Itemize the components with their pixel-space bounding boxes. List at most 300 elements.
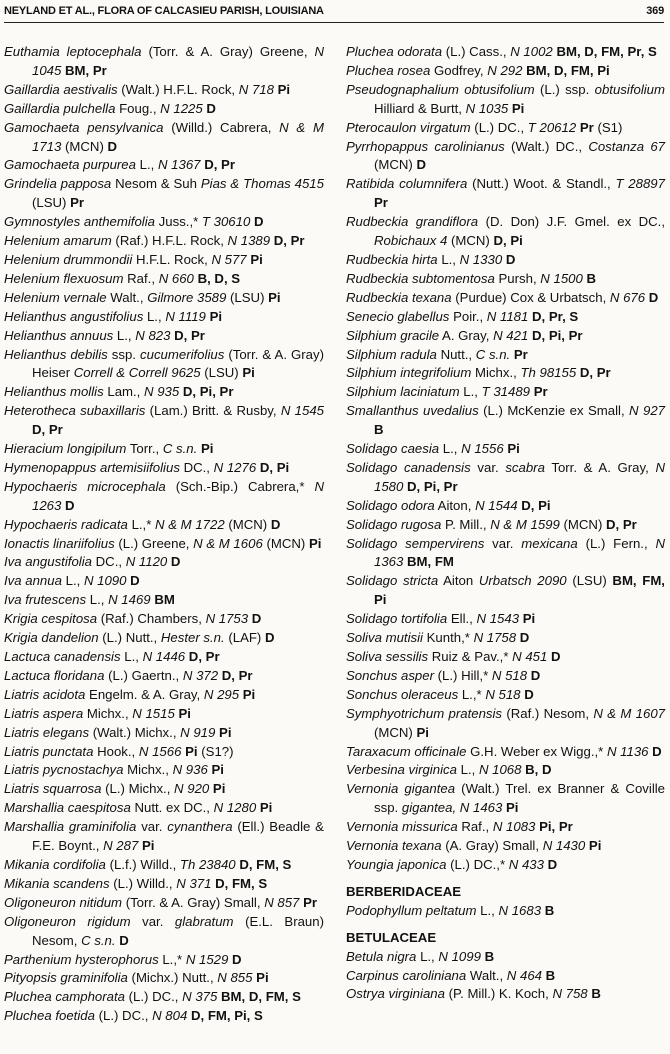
author-citation: var. bbox=[477, 459, 499, 475]
species-entry bbox=[346, 497, 665, 516]
habitat-codes: Pr bbox=[513, 346, 528, 362]
species-entry bbox=[346, 62, 665, 81]
voucher: N 421 bbox=[493, 327, 529, 343]
species-name: Silphium radula bbox=[346, 346, 437, 362]
right-column bbox=[346, 43, 665, 1004]
author-citation: L., bbox=[460, 762, 476, 778]
species-entry bbox=[4, 856, 324, 875]
species-entry bbox=[346, 364, 665, 383]
author-citation: (Sch.-Bip.) Cabrera,* bbox=[175, 478, 305, 494]
running-title: NEYLAND ET AL., FLORA OF CALCASIEU PARISH, LOUISIANA bbox=[4, 5, 324, 17]
habitat-codes: D, Pr bbox=[579, 365, 611, 381]
author-citation: (Purdue) Cox & Urbatsch, bbox=[455, 289, 607, 305]
habitat-codes: B bbox=[374, 422, 384, 438]
voucher: N 1463 bbox=[459, 800, 503, 816]
voucher: N 1136 bbox=[606, 743, 649, 759]
author-citation: (Walt.) H.F.L. Rock, bbox=[121, 81, 236, 97]
herbarium-code: (MCN) bbox=[563, 516, 603, 532]
species-entry bbox=[346, 686, 665, 705]
species-entry bbox=[4, 175, 324, 213]
species-name: Iva frutescens bbox=[4, 592, 87, 608]
habitat-codes: BM, D, FM, Pr, S bbox=[556, 44, 657, 59]
author-citation: (L.) Nutt., bbox=[102, 630, 158, 646]
species-name: Rudbeckia subtomentosa bbox=[346, 270, 495, 286]
author-citation: (Walt.) DC., bbox=[511, 138, 583, 154]
species-entry bbox=[346, 985, 665, 1004]
habitat-codes: D bbox=[530, 667, 541, 683]
voucher: N 1469 bbox=[108, 592, 151, 608]
species-name: Iva annua bbox=[4, 573, 62, 589]
species-name: Soliva mutisii bbox=[346, 630, 423, 646]
species-name: Hieracium longipilum bbox=[4, 441, 127, 457]
voucher: N 1758 bbox=[473, 630, 517, 646]
habitat-codes: Pi bbox=[511, 100, 525, 116]
species-entry bbox=[4, 724, 324, 743]
habitat-codes: Pi bbox=[141, 838, 155, 854]
habitat-codes: Pi bbox=[506, 800, 519, 816]
voucher: N 518 bbox=[491, 667, 528, 683]
author-citation: var. bbox=[141, 819, 163, 835]
species-entry bbox=[346, 948, 665, 967]
herbarium-code: (MCN) bbox=[65, 138, 104, 154]
voucher: N 936 bbox=[172, 762, 208, 778]
author-citation: L., bbox=[420, 948, 435, 964]
species-entry bbox=[4, 951, 324, 970]
voucher: N 287 bbox=[103, 838, 139, 854]
author-citation: Walt., bbox=[469, 967, 504, 983]
species-name: Marshallia graminifolia bbox=[4, 819, 137, 835]
author-citation: L., bbox=[89, 592, 105, 608]
species-name: Liatris squarrosa bbox=[4, 781, 102, 797]
species-entry bbox=[346, 629, 665, 648]
species-entry bbox=[4, 780, 324, 799]
habitat-codes: D, Pi bbox=[259, 459, 290, 475]
species-entry bbox=[4, 383, 324, 402]
habitat-codes: B bbox=[591, 986, 601, 1002]
herbarium-code: (MCN) bbox=[374, 724, 413, 740]
species-entry bbox=[4, 156, 324, 175]
voucher: N 1446 bbox=[142, 649, 186, 664]
author-citation: (Raf.) H.F.L. Rock, bbox=[115, 233, 224, 249]
species-name: Ionactis linariifolius bbox=[4, 535, 115, 551]
species-entry bbox=[346, 780, 665, 818]
author-citation: Michx., bbox=[86, 705, 129, 721]
species-name: Youngia japonica bbox=[346, 856, 447, 872]
habitat-codes: D bbox=[254, 214, 264, 230]
habitat-codes: Pi bbox=[209, 308, 223, 324]
species-name: Silphium laciniatum bbox=[346, 384, 460, 400]
species-name: Lactuca canadensis bbox=[4, 649, 121, 664]
voucher: N 372 bbox=[182, 667, 219, 683]
voucher: T 30610 bbox=[201, 214, 251, 230]
species-name: Mikania cordifolia bbox=[4, 856, 106, 872]
author-citation: Michx., bbox=[475, 365, 517, 381]
habitat-codes: D bbox=[519, 630, 530, 646]
habitat-codes: D bbox=[170, 554, 181, 570]
species-name: Carpinus caroliniana bbox=[346, 967, 467, 983]
voucher: N 1330 bbox=[459, 251, 503, 267]
infraspecific-name: gigantea, bbox=[401, 800, 457, 816]
author-citation: Lam., bbox=[107, 384, 141, 400]
voucher: N & M 1713 bbox=[32, 119, 324, 154]
species-entry bbox=[4, 327, 324, 346]
author-citation: Godfrey, bbox=[433, 62, 484, 78]
voucher: N 1543 bbox=[476, 611, 520, 627]
species-name: Helianthus mollis bbox=[4, 384, 104, 400]
species-entry bbox=[346, 818, 665, 837]
habitat-codes: D bbox=[551, 649, 561, 664]
species-entry bbox=[346, 289, 665, 308]
voucher: N 1280 bbox=[213, 800, 257, 816]
species-name: Mikania scandens bbox=[4, 875, 110, 891]
habitat-codes: D, Pr bbox=[221, 667, 253, 683]
author-citation: (L.) Willd., bbox=[113, 875, 173, 891]
species-entry bbox=[4, 402, 324, 440]
species-name: Soliva sessilis bbox=[346, 649, 429, 664]
voucher: Hester s.n. bbox=[160, 630, 225, 646]
habitat-codes: D, Pr bbox=[188, 649, 220, 664]
habitat-codes: Pi bbox=[277, 81, 291, 97]
species-name: Solidago stricta bbox=[346, 573, 439, 589]
habitat-codes: D, Pr bbox=[606, 516, 637, 532]
voucher: N 1035 bbox=[465, 100, 509, 116]
species-name: Symphyotrichum pratensis bbox=[346, 705, 503, 721]
species-name: Solidago sempervirens bbox=[346, 535, 485, 551]
left-column bbox=[4, 43, 324, 1026]
voucher: N 857 bbox=[264, 894, 300, 910]
species-name: Oligoneuron rigidum bbox=[4, 913, 131, 929]
author-citation: (Michx.) Nutt., bbox=[131, 970, 214, 986]
species-name: Gamochaeta pensylvanica bbox=[4, 119, 164, 135]
habitat-codes: D, Pr bbox=[174, 327, 205, 343]
species-entry bbox=[4, 1007, 324, 1026]
author-citation: (L.) DC.,* bbox=[450, 856, 506, 872]
author-citation: Poir., bbox=[453, 308, 484, 324]
author-citation: L., bbox=[441, 251, 456, 267]
voucher: N 1556 bbox=[461, 441, 504, 457]
species-entry bbox=[4, 988, 324, 1007]
species-name: Helianthus annuus bbox=[4, 327, 114, 343]
species-entry bbox=[346, 251, 665, 270]
voucher: N 676 bbox=[609, 289, 646, 305]
voucher: N 1363 bbox=[374, 535, 665, 570]
habitat-codes: D, Pi bbox=[493, 233, 523, 249]
species-name: Betula nigra bbox=[346, 948, 417, 964]
species-entry bbox=[346, 81, 665, 119]
voucher: Urbatsch 2090 bbox=[478, 573, 567, 589]
voucher: N 919 bbox=[180, 724, 216, 740]
species-entry bbox=[346, 902, 665, 921]
habitat-codes: D, FM, S bbox=[215, 875, 268, 891]
species-name: Gamochaeta purpurea bbox=[4, 157, 136, 173]
species-entry bbox=[4, 875, 324, 894]
author-citation: Ell., bbox=[450, 611, 473, 627]
author-citation: L., bbox=[480, 902, 495, 918]
herbarium-code: (MCN) bbox=[266, 535, 306, 551]
voucher: N 1276 bbox=[213, 459, 257, 475]
author-citation: Raf., bbox=[461, 819, 490, 835]
voucher: N & M 1607 bbox=[593, 705, 665, 721]
author-citation: Ruiz & Pav.,* bbox=[431, 649, 509, 664]
voucher: N & M 1599 bbox=[490, 516, 560, 532]
species-name: Krigia cespitosa bbox=[4, 611, 98, 627]
habitat-codes: D, FM, Pi, S bbox=[190, 1008, 263, 1024]
author-citation: Nutt., bbox=[440, 346, 473, 362]
author-citation: G.H. Weber ex Wigg.,* bbox=[470, 743, 604, 759]
voucher: N 1119 bbox=[165, 308, 206, 324]
habitat-codes: D, Pi, Pr bbox=[531, 327, 583, 343]
species-name: Vernonia gigantea bbox=[346, 781, 456, 797]
voucher: N 375 bbox=[182, 989, 218, 1005]
voucher: N 1515 bbox=[132, 705, 175, 721]
species-entry bbox=[346, 327, 665, 346]
species-name: Pluchea foetida bbox=[4, 1008, 95, 1024]
infraspecific-author: (Torr. & A. Gray) Heiser bbox=[32, 346, 324, 381]
species-entry bbox=[4, 610, 324, 629]
species-name: Helianthus angustifolius bbox=[4, 308, 144, 324]
species-name: Solidago odora bbox=[346, 497, 435, 513]
habitat-codes: D, Pr bbox=[32, 422, 63, 438]
habitat-codes: BM, D, FM, S bbox=[221, 989, 301, 1005]
author-citation: A. Gray, bbox=[442, 327, 490, 343]
habitat-codes: Pi bbox=[522, 611, 536, 627]
species-entry bbox=[4, 232, 324, 251]
habitat-codes: D bbox=[264, 630, 275, 646]
voucher: N 518 bbox=[485, 686, 521, 702]
voucher: N 1566 bbox=[138, 743, 182, 759]
page-number: 369 bbox=[646, 5, 664, 17]
author-citation: Raf., bbox=[127, 270, 156, 286]
species-name: Pterocaulon virgatum bbox=[346, 119, 471, 135]
species-entry bbox=[346, 213, 665, 251]
habitat-codes: B bbox=[544, 902, 555, 918]
author-citation: (L.) Hill,* bbox=[437, 667, 489, 683]
species-name: Smallanthus uvedalius bbox=[346, 403, 479, 419]
herbarium-code: (LSU) bbox=[32, 195, 67, 211]
species-entry bbox=[4, 346, 324, 384]
species-entry bbox=[346, 743, 665, 762]
species-name: Silphium gracile bbox=[346, 327, 440, 343]
habitat-codes: Pr bbox=[70, 195, 85, 211]
voucher: N 935 bbox=[144, 384, 180, 400]
species-name: Gymnostyles anthemifolia bbox=[4, 214, 155, 230]
habitat-codes: Pi bbox=[268, 289, 281, 305]
species-entry bbox=[346, 440, 665, 459]
species-entry bbox=[4, 81, 324, 100]
species-entry bbox=[4, 894, 324, 913]
species-entry bbox=[346, 308, 665, 327]
habitat-codes: D bbox=[65, 497, 75, 513]
habitat-codes: D bbox=[107, 138, 118, 154]
voucher: N & M 1722 bbox=[155, 516, 225, 532]
species-name: Iva angustifolia bbox=[4, 554, 92, 570]
herbarium-code: (MCN) bbox=[450, 233, 490, 249]
habitat-codes: Pi bbox=[259, 800, 273, 816]
species-name: Rudbeckia texana bbox=[346, 289, 452, 305]
author-citation: DC., bbox=[183, 459, 210, 475]
species-name: Parthenium hysterophorus bbox=[4, 951, 159, 967]
habitat-codes: Pi bbox=[200, 441, 214, 457]
voucher: N 1529 bbox=[185, 951, 229, 967]
species-name: Rudbeckia grandiflora bbox=[346, 214, 479, 230]
habitat-codes: D, Pi, Pr bbox=[407, 478, 458, 494]
habitat-codes: BM, FM bbox=[407, 554, 454, 570]
species-entry bbox=[4, 572, 324, 591]
author-citation: (A. Gray) Small, bbox=[445, 838, 540, 854]
habitat-codes: Pr bbox=[374, 195, 388, 211]
voucher: N 804 bbox=[152, 1008, 188, 1024]
family-heading: BETULACEAE bbox=[346, 929, 437, 945]
species-name: Sonchus asper bbox=[346, 667, 434, 683]
voucher: N 1389 bbox=[227, 233, 271, 249]
voucher: N 1120 bbox=[125, 554, 168, 570]
author-citation: (L.) DC., bbox=[474, 119, 525, 135]
infraspecific-author: Hilliard & Burtt, bbox=[374, 100, 462, 116]
infraspecific-name: cucumerifolius bbox=[140, 346, 225, 362]
species-name: Pseudognaphalium obtusifolium bbox=[346, 81, 535, 97]
author-citation: L.,* bbox=[461, 686, 482, 702]
voucher: N 1753 bbox=[205, 611, 249, 627]
herbarium-code: (LSU) bbox=[204, 365, 239, 381]
species-entry bbox=[4, 761, 324, 780]
author-citation: Michx., bbox=[127, 762, 169, 778]
voucher: N 433 bbox=[508, 856, 544, 872]
voucher: N 1068 bbox=[478, 762, 522, 778]
species-name: Solidago canadensis bbox=[346, 459, 471, 475]
author-citation: (Torr. & A. Gray) Small, bbox=[125, 894, 261, 910]
habitat-codes: Pi bbox=[256, 970, 269, 986]
habitat-codes: B bbox=[586, 270, 597, 286]
species-entry bbox=[346, 119, 665, 138]
author-citation: (Raf.) Chambers, bbox=[100, 611, 202, 627]
species-entry bbox=[346, 459, 665, 497]
habitat-codes: Pr bbox=[303, 894, 318, 910]
infraspecific-author: (L.) Fern., bbox=[585, 535, 648, 551]
author-citation: Kunth,* bbox=[426, 630, 470, 646]
species-entry bbox=[346, 535, 665, 573]
author-citation: L., bbox=[146, 308, 162, 324]
author-citation: L., bbox=[139, 157, 155, 173]
author-citation: Nutt. ex DC., bbox=[134, 800, 210, 816]
author-citation: Juss.,* bbox=[158, 214, 199, 230]
habitat-codes: Pi bbox=[242, 365, 255, 381]
voucher: Correll & Correll 9625 bbox=[73, 365, 201, 381]
author-citation: (L.) Greene, bbox=[118, 535, 190, 551]
habitat-codes: D, Pr, S bbox=[532, 308, 579, 324]
species-entry bbox=[346, 610, 665, 629]
species-entry bbox=[346, 346, 665, 365]
author-citation: ssp. bbox=[111, 346, 136, 362]
voucher: C s.n. bbox=[475, 346, 511, 362]
author-citation: (D. Don) J.F. Gmel. ex DC., bbox=[485, 214, 665, 230]
voucher: N & M 1606 bbox=[193, 535, 263, 551]
habitat-codes: D bbox=[206, 100, 216, 116]
voucher: Costanza 67 bbox=[588, 138, 665, 154]
habitat-codes: Pi bbox=[416, 724, 429, 740]
author-citation: Aiton, bbox=[437, 497, 472, 513]
author-citation: L., bbox=[65, 573, 81, 589]
voucher: N 1545 bbox=[280, 403, 324, 419]
author-citation: (Torr. & A. Gray) Greene, bbox=[148, 44, 308, 59]
voucher: N 920 bbox=[174, 781, 210, 797]
species-entry bbox=[4, 440, 324, 459]
author-citation: (L.f.) Willd., bbox=[109, 856, 177, 872]
species-entry bbox=[346, 572, 665, 610]
habitat-codes: D bbox=[119, 932, 129, 948]
habitat-codes: B, D, S bbox=[197, 270, 241, 286]
voucher: Th 98155 bbox=[520, 365, 577, 381]
species-name: Rudbeckia hirta bbox=[346, 251, 438, 267]
species-name: Helianthus debilis bbox=[4, 346, 108, 362]
voucher: N 451 bbox=[512, 649, 548, 664]
species-entry bbox=[346, 383, 665, 402]
herbarium-code: (LSU) bbox=[230, 289, 265, 305]
species-name: Helenium drummondii bbox=[4, 251, 133, 267]
species-name: Senecio glabellus bbox=[346, 308, 450, 324]
voucher: N 295 bbox=[203, 686, 240, 702]
author-citation: Torr., bbox=[129, 441, 160, 457]
author-citation: L., bbox=[124, 649, 139, 664]
habitat-codes: D, Pi, Pr bbox=[182, 384, 234, 400]
author-citation: (P. Mill.) K. Koch, bbox=[448, 986, 549, 1002]
voucher: N 1045 bbox=[32, 44, 324, 78]
author-citation: (L.) McKenzie ex Small, bbox=[483, 403, 625, 419]
species-entry bbox=[4, 459, 324, 478]
species-name: Solidago caesia bbox=[346, 441, 440, 457]
habitat-codes: D bbox=[505, 251, 516, 267]
author-citation: (L.) ssp. bbox=[539, 81, 590, 97]
species-name: Liatris pycnostachya bbox=[4, 762, 124, 778]
species-entry bbox=[4, 535, 324, 554]
habitat-codes: D, FM, S bbox=[239, 856, 292, 872]
species-entry bbox=[4, 705, 324, 724]
species-entry bbox=[4, 667, 324, 686]
habitat-codes: BM bbox=[154, 592, 175, 608]
species-entry bbox=[4, 591, 324, 610]
species-entry bbox=[4, 289, 324, 308]
species-name: Euthamia leptocephala bbox=[4, 44, 142, 59]
habitat-codes: D, Pi bbox=[521, 497, 551, 513]
habitat-codes: BM, D, FM, Pi bbox=[526, 62, 610, 78]
habitat-codes: Pi bbox=[308, 535, 322, 551]
infraspecific-author: (Ell.) Beadle & F.E. Boynt., bbox=[32, 819, 324, 854]
author-citation: (Willd.) Cabrera, bbox=[171, 119, 272, 135]
species-name: Helenium flexuosum bbox=[4, 270, 124, 286]
species-entry bbox=[4, 119, 324, 157]
species-name: Vernonia texana bbox=[346, 838, 442, 854]
author-citation: (Lam.) Britt. & Rusby, bbox=[149, 403, 277, 419]
species-name: Helenium vernale bbox=[4, 289, 107, 305]
habitat-codes: Pr bbox=[579, 119, 594, 135]
species-name: Lactuca floridana bbox=[4, 667, 105, 683]
species-entry bbox=[4, 100, 324, 119]
voucher: N 1367 bbox=[157, 157, 201, 173]
infraspecific-name: scabra bbox=[505, 459, 545, 475]
habitat-codes: BM, Pr bbox=[65, 62, 107, 78]
species-name: Liatris acidota bbox=[4, 686, 86, 702]
author-citation: var. bbox=[142, 913, 164, 929]
species-name: Pyrrhopappus carolinianus bbox=[346, 138, 505, 154]
voucher: N 464 bbox=[506, 967, 542, 983]
species-name: Solidago tortifolia bbox=[346, 611, 448, 627]
author-citation: Hook., bbox=[97, 743, 136, 759]
habitat-codes: BM, FM, Pi bbox=[374, 573, 665, 608]
voucher: N 577 bbox=[211, 251, 247, 267]
author-citation: (L.) DC., bbox=[128, 989, 179, 1005]
author-citation: Aiton bbox=[443, 573, 474, 589]
voucher: N 1225 bbox=[160, 100, 203, 116]
author-citation: (Walt.) Trel. ex Branner & Coville ssp. bbox=[374, 781, 666, 816]
